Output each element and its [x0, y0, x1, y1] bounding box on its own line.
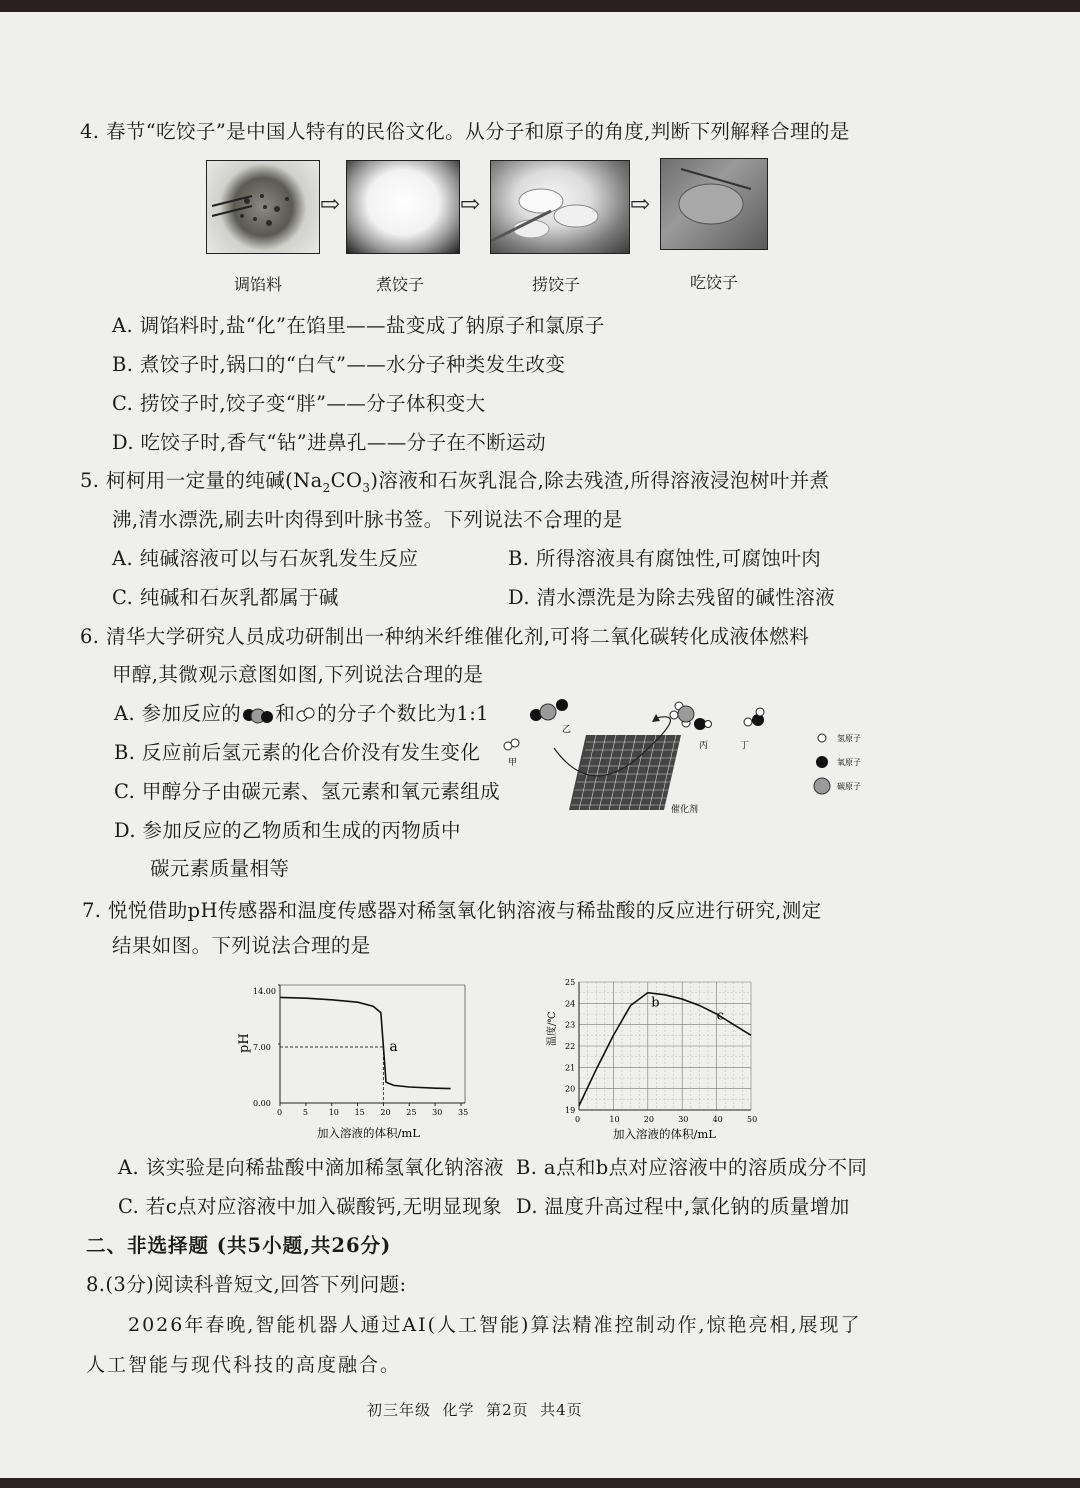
ph-y-tick-label: 0.00 [253, 1099, 271, 1108]
temp-y-tick-label: 25 [565, 978, 576, 987]
temp-x-tick-label: 40 [712, 1115, 723, 1124]
ph-y-tick-label: 14.00 [253, 987, 276, 996]
q5-option-b: B. 所得溶液具有腐蚀性,可腐蚀叶肉 [508, 547, 822, 570]
scan-top-edge [0, 0, 1080, 12]
arrow-right-icon: ⇨ [460, 190, 481, 218]
ph-chart [225, 975, 475, 1145]
ph-series-line [280, 997, 451, 1088]
label-bing: 丙 [699, 741, 709, 751]
svg-text:氧原子: 氧原子 [837, 758, 861, 767]
temp-y-tick-label: 21 [565, 1063, 576, 1073]
h2-molecule-icon [295, 705, 317, 725]
legend-hydrogen-icon [818, 734, 826, 742]
temp-x-label: 加入溶液的体积/mL [613, 1127, 716, 1141]
q7-option-b: B. a点和b点对应溶液中的溶质成分不同 [516, 1156, 868, 1179]
temp-x-tick-label: 30 [678, 1115, 689, 1124]
q6-stem-line2: 甲醇,其微观示意图如图,下列说法合理的是 [112, 663, 484, 686]
photo-scooping [490, 160, 630, 254]
q4-option-b: B. 煮饺子时,锅口的“白气”——水分子种类发生改变 [112, 353, 566, 376]
q7-option-d: D. 温度升高过程中,氯化钠的质量增加 [516, 1195, 850, 1218]
ph-x-tick-label: 35 [458, 1108, 469, 1117]
ph-x-tick-label: 15 [354, 1108, 365, 1117]
q6-option-c: C. 甲醇分子由碳元素、氢元素和氧元素组成 [114, 780, 501, 803]
q8-paragraph-line1: 2026年春晚,智能机器人通过AI(人工智能)算法精准控制动作,惊艳亮相,展现了 [128, 1314, 862, 1336]
molecule-bing [670, 702, 712, 730]
photo-filling [206, 160, 320, 254]
temp-point-c-label: c [716, 1008, 724, 1024]
temp-y-tick-label: 23 [565, 1020, 576, 1030]
q7-option-c: C. 若c点对应溶液中加入碳酸钙,无明显现象 [118, 1195, 503, 1218]
caption-eating: 吃饺子 [690, 273, 739, 292]
temp-x-tick-label: 50 [747, 1115, 758, 1124]
legend [814, 733, 861, 794]
temp-point-b-label: b [651, 995, 660, 1011]
reaction-diagram [496, 690, 886, 830]
photo-eating [660, 158, 768, 250]
q4-option-a: A. 调馅料时,盐“化”在馅里——盐变成了钠原子和氯原子 [112, 314, 605, 337]
q7-option-a: A. 该实验是向稀盐酸中滴加稀氢氧化钠溶液 [118, 1156, 504, 1179]
arrow-right-icon: ⇨ [320, 190, 341, 218]
legend-carbon-icon [814, 778, 830, 794]
temp-y-tick-label: 19 [565, 1106, 576, 1115]
q6-option-d-cont: 碳元素质量相等 [150, 857, 290, 880]
arrow-right-icon: ⇨ [630, 190, 651, 218]
molecule-ding [744, 708, 764, 726]
q5-option-a: A. 纯碱溶液可以与石灰乳发生反应 [112, 547, 419, 570]
svg-text:碳原子: 碳原子 [837, 782, 861, 791]
ph-point-a-label: a [389, 1039, 398, 1055]
ph-x-label: 加入溶液的体积/mL [317, 1126, 420, 1140]
ph-x-tick-label: 10 [328, 1108, 339, 1117]
catalyst-grid [569, 735, 681, 810]
photo-boiling [346, 160, 460, 254]
ph-y-tick-label: 7.00 [253, 1043, 271, 1052]
scan-bottom-edge [0, 1478, 1080, 1488]
caption-filling: 调馅料 [234, 275, 283, 294]
q4-option-c: C. 捞饺子时,饺子变“胖”——分子体积变大 [112, 392, 486, 415]
caption-boiling: 煮饺子 [376, 275, 425, 294]
q4-stem: 4. 春节“吃饺子”是中国人特有的民俗文化。从分子和原子的角度,判断下列解释合理的是 [80, 120, 850, 143]
temp-y-label: 温度/℃ [547, 1011, 558, 1046]
ph-x-tick-label: 25 [406, 1108, 417, 1117]
q6-option-d: D. 参加反应的乙物质和生成的丙物质中 [114, 819, 461, 842]
ph-x-tick-label: 30 [432, 1108, 443, 1117]
ph-x-tick-label: 0 [277, 1108, 283, 1117]
q5-option-c: C. 纯碱和石灰乳都属于碱 [112, 586, 339, 609]
label-ding: 丁 [740, 741, 750, 751]
ph-x-tick-label: 5 [302, 1108, 308, 1117]
temp-x-tick-label: 20 [643, 1115, 654, 1124]
q5-stem-line2: 沸,清水漂洗,刷去叶肉得到叶脉书签。下列说法不合理的是 [112, 508, 623, 531]
q6-option-b: B. 反应前后氢元素的化合价没有发生变化 [114, 741, 481, 764]
temp-y-tick-label: 20 [565, 1084, 576, 1094]
caption-scooping: 捞饺子 [532, 275, 581, 294]
q5-option-d: D. 清水漂洗是为除去残留的碱性溶液 [508, 586, 836, 609]
temperature-chart [535, 968, 765, 1146]
label-yi: 乙 [562, 725, 572, 735]
q7-stem-line2: 结果如图。下列说法合理的是 [112, 934, 371, 957]
section-title: 二、非选择题 (共5小题,共26分) [86, 1234, 392, 1257]
label-jia: 甲 [508, 758, 518, 768]
temp-x-tick-label: 0 [575, 1115, 581, 1124]
q6-option-a: A. 参加反应的 和 的分子个数比为1:1 [114, 702, 489, 725]
q8-paragraph-line2: 人工智能与现代科技的高度融合。 [86, 1354, 402, 1376]
catalyst-label: 催化剂 [671, 805, 699, 815]
q8-stem: 8.(3分)阅读科普短文,回答下列问题: [86, 1273, 407, 1296]
q5-stem-line1: 5. 柯柯用一定量的纯碱$(Na_2CO_3)$溶液和石灰乳混合,除去残渣,所得溶液浸泡树叶并煮 [80, 469, 830, 495]
co2-molecule-icon [241, 705, 275, 725]
temp-y-tick-label: 24 [565, 999, 576, 1009]
svg-text:氢原子: 氢原子 [837, 734, 861, 743]
q6-stem-line1: 6. 清华大学研究人员成功研制出一种纳米纤维催化剂,可将二氧化碳转化成液体燃料 [80, 625, 810, 648]
emphasis-not-reasonable: 不合理 [523, 508, 583, 531]
temp-x-tick-label: 10 [609, 1115, 620, 1124]
molecule-yi [530, 699, 568, 721]
molecule-jia [504, 739, 519, 750]
q7-stem-line1: 7. 悦悦借助pH传感器和温度传感器对稀氢氧化钠溶液与稀盐酸的反应进行研究,测定 [82, 899, 822, 922]
q4-option-d: D. 吃饺子时,香气“钻”进鼻孔——分子在不断运动 [112, 431, 546, 454]
legend-oxygen-icon [816, 756, 828, 768]
page-footer: 初三年级 化学 第2页 共4页 [367, 1401, 583, 1419]
ph-y-label: pH [237, 1033, 252, 1053]
temp-y-tick-label: 22 [565, 1042, 576, 1051]
ph-x-tick-label: 20 [380, 1108, 391, 1117]
